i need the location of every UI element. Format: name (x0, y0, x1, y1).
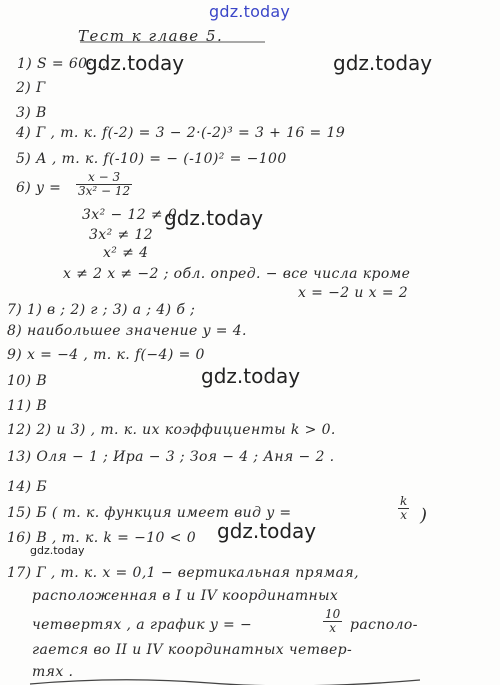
fraction-15-numerator: k (400, 494, 408, 508)
answer-line-17-c2: располо- (350, 617, 418, 633)
answer-line-17-d: гается во II и IV координатных четвер- (32, 642, 353, 658)
answer-line-6-b: 3x² − 12 ≠ 0 (82, 207, 178, 223)
watermark-1: gdz.today (85, 51, 185, 75)
answer-line-2: 2) Г (16, 80, 46, 96)
answer-line-16: 16) В , т. к. k = −10 < 0 (7, 530, 196, 546)
answer-line-6-d: x² ≠ 4 (103, 245, 149, 261)
cut-off-stroke (30, 680, 420, 685)
watermark-3: gdz.today (164, 206, 264, 230)
watermark-top: gdz.today (209, 2, 291, 21)
answer-line-12: 12) 2) и 3) , т. к. их коэффициенты k > 0. (7, 422, 336, 438)
answer-line-5: 5) А , т. к. f(-10) = − (-10)² = −100 (16, 151, 287, 167)
answer-line-17: 17) Г , т. к. x = 0,1 − вертикальная прямая, (7, 565, 359, 581)
fraction-6-numerator: x − 3 (76, 171, 132, 185)
answer-line-11: 11) В (7, 398, 48, 414)
fraction-17-numerator: 10 (325, 607, 341, 621)
answer-line-6-e: x ≠ 2 x ≠ −2 ; обл. опред. − все числа кроме (63, 266, 411, 282)
answer-line-17-b: расположенная в I и IV координатных (32, 588, 339, 604)
answer-line-17-c: четвертях , а график y = − (32, 617, 253, 633)
watermark-5: gdz.today (217, 519, 317, 543)
answer-line-1: 1) S = 60·… (17, 56, 107, 72)
answer-line-3: 3) В (16, 105, 47, 121)
answer-line-15-close: ) (420, 505, 428, 526)
answer-line-4: 4) Г , т. к. f(-2) = 3 − 2·(-2)³ = 3 + 16 = 19 (16, 125, 346, 141)
fraction-15-denominator: x (400, 508, 408, 522)
answer-line-8: 8) наибольшее значение y = 4. (7, 323, 247, 339)
fraction-17-denominator: x (329, 621, 337, 635)
answer-line-17-e: тях . (32, 664, 74, 680)
answer-line-14: 14) Б (7, 479, 48, 495)
watermark-2: gdz.today (333, 51, 433, 75)
answer-line-13: 13) Оля − 1 ; Ира − 3 ; Зоя − 4 ; Аня − 2 . (7, 449, 335, 465)
page-heading: Тест к главе 5. (78, 27, 224, 45)
fraction-6-denominator: 3x² − 12 (78, 184, 131, 198)
watermark-4: gdz.today (201, 364, 301, 388)
answer-line-6-f: x = −2 и x = 2 (298, 285, 409, 301)
answer-line-15: 15) Б ( т. к. функция имеет вид y = (7, 505, 292, 521)
answer-line-9: 9) x = −4 , т. к. f(−4) = 0 (7, 347, 205, 363)
answer-line-7: 7) 1) в ; 2) г ; 3) а ; 4) б ; (7, 302, 196, 318)
watermark-small: gdz.today (30, 544, 85, 557)
answer-line-6: 6) y = (16, 180, 62, 196)
answer-line-10: 10) В (7, 373, 48, 389)
answer-line-6-c: 3x² ≠ 12 (89, 227, 154, 243)
